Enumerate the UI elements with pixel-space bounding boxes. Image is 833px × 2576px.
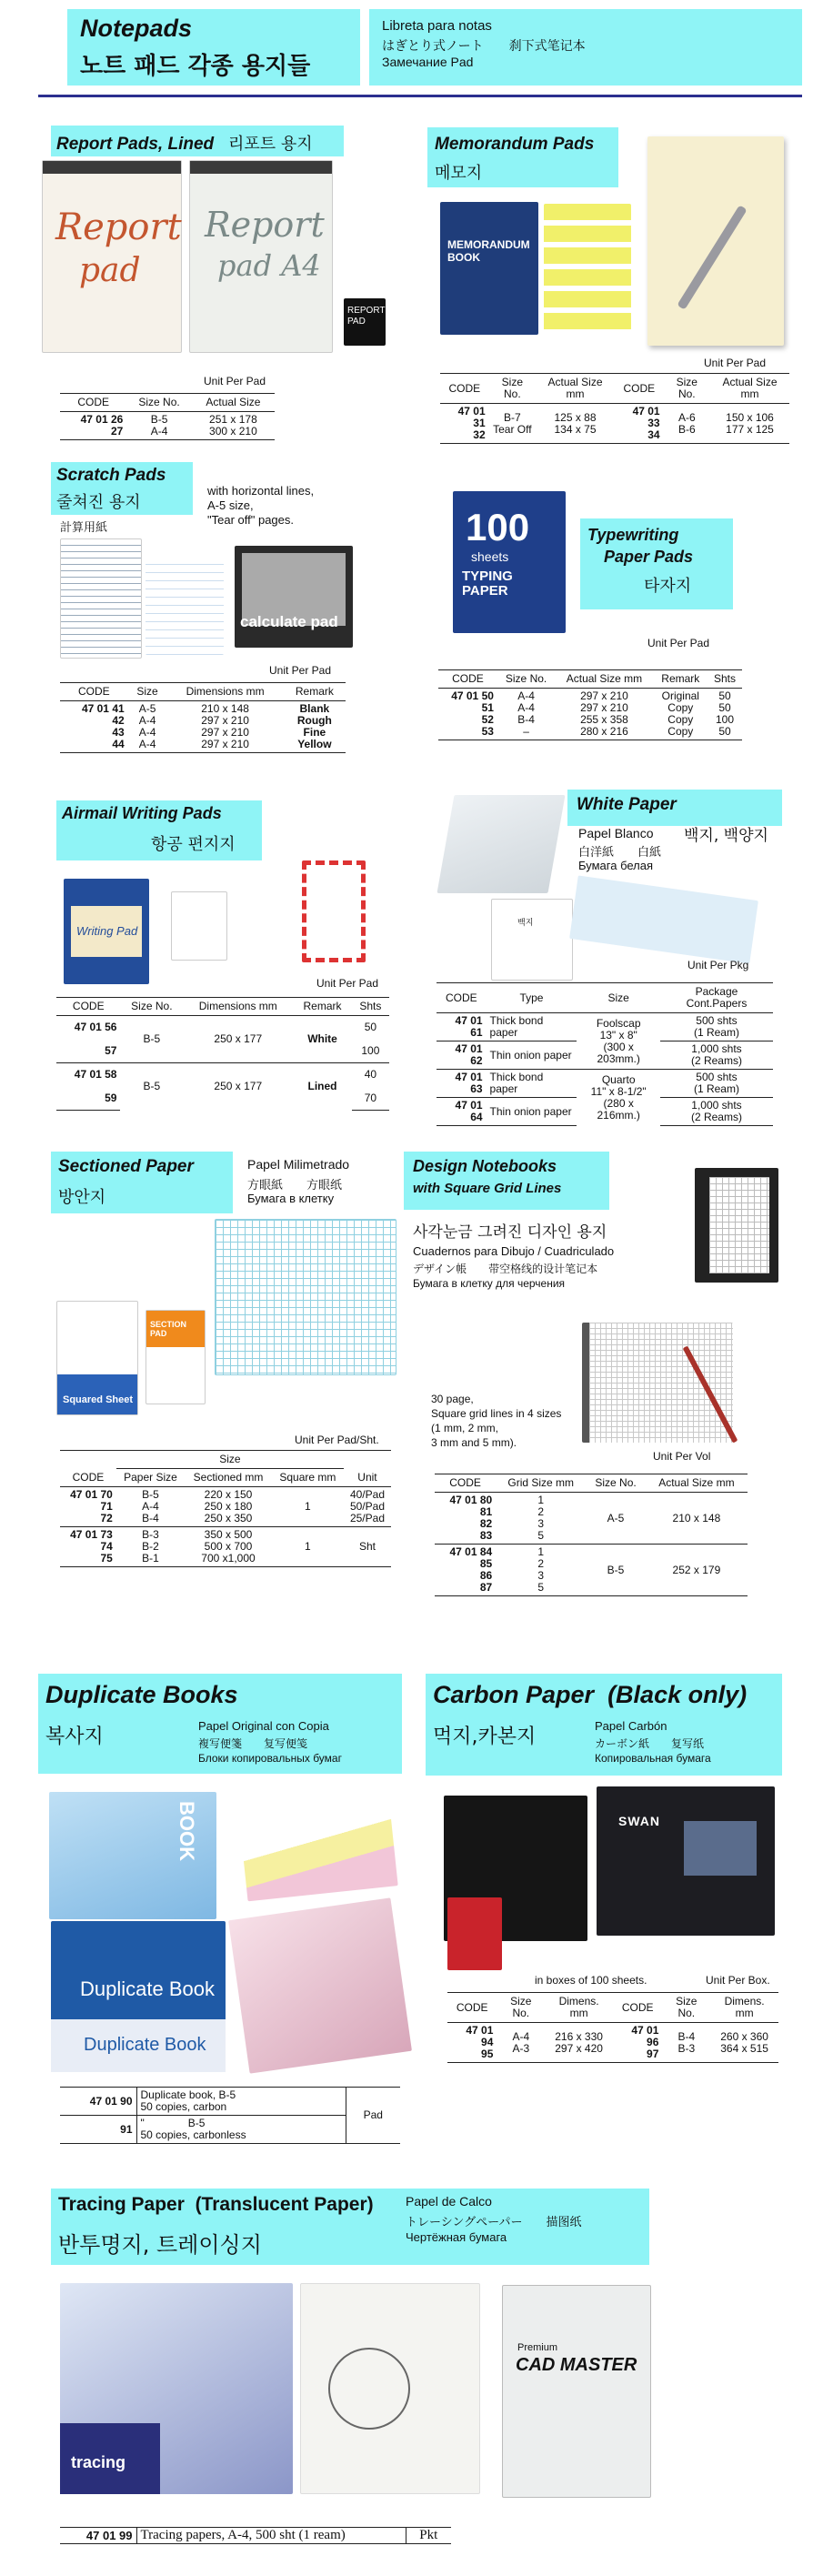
duplicate-r1c0: 91 xyxy=(60,2116,136,2144)
memo-table xyxy=(440,373,789,444)
airmail-r2c4: 40 xyxy=(352,1063,389,1087)
white-sheet-image xyxy=(491,899,573,981)
airmail-h0: CODE xyxy=(56,998,120,1016)
design-r0c3: 210 x 148 xyxy=(672,1511,721,1524)
scratch-c2: 210 x 148 297 x 210 297 x 210 297 x 210 xyxy=(166,701,283,753)
sectioned-lang-es: Papel Milimetrado xyxy=(247,1157,350,1172)
carbon-c2: 216 x 330 297 x 420 xyxy=(545,2023,613,2063)
white-r2c0: 47 01 63 xyxy=(437,1070,487,1098)
design-h0: CODE xyxy=(435,1474,496,1493)
design-notebook-image xyxy=(695,1168,778,1283)
design-r0c2: A-5 xyxy=(607,1511,625,1524)
scratch-sheets-image xyxy=(146,557,224,655)
memo-c2: 125 x 88 134 x 75 xyxy=(536,404,615,444)
design-table xyxy=(435,1474,748,1596)
sectioned-lang-jp: 方眼紙 方眼纸 xyxy=(247,1178,343,1192)
airmail-envelope-image xyxy=(302,860,366,962)
scratch-title-kr: 줄쳐진 용지 xyxy=(56,493,141,512)
scratch-desc: with horizontal lines, A-5 size, "Tear off" pages. xyxy=(207,484,315,527)
design-r1c0: 47 01 84 85 86 87 xyxy=(435,1545,496,1596)
carbon-h2: Dimens. mm xyxy=(545,1993,613,2023)
report-size: B-5 A-4 xyxy=(126,412,192,440)
carbon-c4: B-4 B-3 xyxy=(662,2023,710,2063)
white-r0c2: Foolscap 13" x 8" (300 x 203mm.) xyxy=(596,1016,641,1065)
design-title-en1: Design Notebooks xyxy=(413,1157,557,1175)
tracing-pad-text: tracing xyxy=(71,2453,126,2471)
memo-unit: Unit Per Pad xyxy=(704,357,767,369)
airmail-pad-image xyxy=(64,879,149,984)
sectioned-r0c4: 40/Pad 50/Pad 25/Pad xyxy=(349,1488,385,1524)
carbon-h0: CODE xyxy=(447,1993,497,2023)
duplicate-title-kr: 복사지 xyxy=(45,1726,104,1748)
white-r0c1: Thick bond paper xyxy=(489,1014,544,1039)
airmail-r0c0: 47 01 56 xyxy=(74,1021,117,1034)
tracing-lang-ru: Чертёжная бумага xyxy=(406,2230,507,2244)
airmail-pad-text: Writing Pad xyxy=(76,924,138,938)
duplicate-book-cover-text2: Duplicate Book xyxy=(84,2035,206,2055)
report-title xyxy=(56,131,313,155)
report-h0: CODE xyxy=(60,394,126,412)
white-r2c3: 500 shts (1 Ream) xyxy=(660,1070,773,1098)
duplicate-title-en: Duplicate Books xyxy=(45,1681,238,1708)
duplicate-r1c1: " B-5 50 copies, carbonless xyxy=(136,2116,346,2144)
carbon-h4: Size No. xyxy=(662,1993,710,2023)
carbon-c1: A-4 A-3 xyxy=(497,2023,545,2063)
scratch-lined-image xyxy=(60,538,142,659)
memo-c3: 47 01 33 34 xyxy=(615,404,664,444)
carbon-box-red-image xyxy=(447,1897,502,1970)
report-title-kr: 리포트 용지 xyxy=(227,135,313,154)
airmail-h1: Size No. xyxy=(120,998,183,1016)
airmail-r2c1: B-5 xyxy=(120,1063,183,1111)
typing-table xyxy=(438,669,742,740)
white-stack-image xyxy=(437,795,565,893)
typing-h4: Shts xyxy=(708,670,742,689)
memo-title-en: Memorandum Pads xyxy=(435,135,595,154)
sectioned-r1c2: 350 x 500 500 x 700 700 x1,000 xyxy=(185,1527,272,1567)
airmail-r3c4: 70 xyxy=(352,1087,389,1111)
sectioned-r1c3: 1 xyxy=(272,1527,344,1567)
white-r3c1: Thin onion paper xyxy=(487,1098,577,1126)
memo-h5: Actual Size mm xyxy=(710,374,789,404)
memo-book-image xyxy=(440,202,538,335)
sectioned-h4: Unit xyxy=(344,1469,391,1487)
typing-c4: 50 50 100 50 xyxy=(708,689,742,740)
header-rule xyxy=(38,95,802,97)
white-lang-jp: 白洋紙 白紙 xyxy=(578,845,662,859)
duplicate-lang-ru: Блоки копировальных бумаг xyxy=(198,1752,342,1765)
white-unit: Unit Per Pkg xyxy=(687,959,749,971)
report-code: 47 01 26 27 xyxy=(60,412,126,440)
report-h1: Size No. xyxy=(126,394,192,412)
carbon-title-kr: 먹지,카본지 xyxy=(433,1726,537,1748)
design-desc: 30 page, Square grid lines in 4 sizes (1 mm, 2 mm, 3 mm and 5 mm). xyxy=(431,1393,562,1449)
airmail-sheet-image xyxy=(171,891,227,961)
carbon-c0: 47 01 94 95 xyxy=(447,2023,497,2063)
scratch-jp: 計算用紙 xyxy=(60,520,108,534)
duplicate-book-spine-text: BOOK xyxy=(176,1801,198,1861)
typing-title-en1: Typewriting xyxy=(587,526,679,544)
squared-sheet-image xyxy=(56,1301,138,1415)
design-r0c0: 47 01 80 81 82 83 xyxy=(449,1494,493,1542)
carbonless-paper-image xyxy=(236,1779,397,1902)
sectioned-h0-top xyxy=(60,1451,116,1469)
airmail-title-en: Airmail Writing Pads xyxy=(62,804,222,822)
scratch-h2: Dimensions mm xyxy=(166,683,283,701)
carbon-h3: CODE xyxy=(613,1993,662,2023)
duplicate-blue-books-image xyxy=(49,1792,216,1919)
duplicate-r0c0: 47 01 90 xyxy=(89,2094,133,2108)
memo-h0: CODE xyxy=(440,374,489,404)
scratch-c3: Blank Rough Fine Yellow xyxy=(284,701,346,753)
sectioned-lang-ru: Бумага в клетку xyxy=(247,1192,335,1205)
sectioned-h4-top xyxy=(344,1451,391,1469)
typing-paper-text3: TYPING PAPER xyxy=(462,569,513,599)
report-pad-text: Report xyxy=(55,206,182,248)
airmail-r0c3: White xyxy=(307,1032,337,1045)
carbon-lang-es: Papel Carbón xyxy=(595,1719,667,1733)
report-actual: 251 x 178 300 x 210 xyxy=(192,412,275,440)
white-r0c3: 500 shts (1 Ream) xyxy=(693,1014,739,1039)
typing-paper-image xyxy=(453,491,566,633)
carbon-h5: Dimens. mm xyxy=(710,1993,778,2023)
report-unit: Unit Per Pad xyxy=(204,375,266,387)
grid-notebook-image xyxy=(582,1323,733,1443)
carbon-unit: Unit Per Box. xyxy=(706,1974,770,1987)
typing-title-en2: Paper Pads xyxy=(604,548,694,566)
carbon-title-en: Carbon Paper xyxy=(433,1681,595,1708)
airmail-r1c0: 57 xyxy=(105,1043,117,1057)
white-r1c1: Thin onion paper xyxy=(487,1041,577,1070)
tracing-lang-jp: トレーシングペーパー 描图纸 xyxy=(406,2215,582,2229)
tracing-title xyxy=(58,2194,374,2216)
scratch-h3: Remark xyxy=(284,683,346,701)
duplicate-pink-books-image xyxy=(228,1897,412,2073)
report-pad-image xyxy=(42,160,182,353)
airmail-r2c2: 250 x 177 xyxy=(183,1063,293,1111)
report-title-en: Report Pads, Lined xyxy=(56,135,215,154)
duplicate-lang-jp: 複写便箋 复写便笺 xyxy=(198,1737,308,1750)
sectioned-r1c0: 47 01 73 74 75 xyxy=(60,1527,116,1567)
header-lang-ru: Замечание Pad xyxy=(382,55,474,69)
typing-h2: Actual Size mm xyxy=(555,670,653,689)
scratch-h0: CODE xyxy=(60,683,128,701)
section-pad-text: SECTION PAD xyxy=(150,1320,187,1338)
design-h3: Actual Size mm xyxy=(646,1474,748,1493)
design-r1c1: 1 2 3 5 xyxy=(496,1545,586,1596)
typing-h3: Remark xyxy=(654,670,708,689)
typing-paper-text1: 100 xyxy=(466,506,530,548)
tracing-table xyxy=(60,2527,451,2544)
tracing-pad-image xyxy=(60,2283,293,2494)
white-r3c0: 47 01 64 xyxy=(437,1098,487,1126)
tracing-drawing-image xyxy=(300,2283,480,2494)
typing-c0: 47 01 50 51 52 53 xyxy=(438,689,497,740)
airmail-r3c0: 59 xyxy=(56,1087,120,1111)
white-h2: Size xyxy=(577,983,660,1013)
report-h2: Actual Size xyxy=(192,394,275,412)
typing-paper-text2: sheets xyxy=(471,549,509,564)
carbon-lang-ru: Копировальная бумага xyxy=(595,1752,711,1765)
white-r2c1: Thick bond paper xyxy=(487,1070,577,1098)
tracing-code: 47 01 99 xyxy=(85,2529,133,2542)
report-pad-label-image xyxy=(344,298,386,346)
memo-h4: Size No. xyxy=(664,374,710,404)
design-h1: Grid Size mm xyxy=(496,1474,586,1493)
white-r1c0: 47 01 62 xyxy=(437,1041,487,1070)
report-pad-a4-text2: pad A4 xyxy=(217,248,321,283)
airmail-r2c0: 47 01 58 xyxy=(56,1063,120,1087)
grid-sheet-image xyxy=(215,1219,396,1375)
scratch-title-en: Scratch Pads xyxy=(56,466,166,485)
airmail-r2c3: Lined xyxy=(293,1063,351,1111)
sectioned-r1c1: B-3 B-2 B-1 xyxy=(116,1527,185,1567)
tracing-title-en: Tracing Paper xyxy=(58,2194,185,2215)
airmail-r0c1: B-5 xyxy=(143,1032,161,1045)
tracing-unit: Pkt xyxy=(406,2528,451,2544)
design-title-en2: with Square Grid Lines xyxy=(413,1181,562,1196)
typing-title-kr: 타자지 xyxy=(644,577,692,596)
report-table xyxy=(60,393,275,440)
cad-master-image xyxy=(502,2285,651,2498)
duplicate-unit: Pad xyxy=(346,2088,400,2144)
memo-title-kr: 메모지 xyxy=(435,164,483,183)
typing-c3: Original Copy Copy Copy xyxy=(654,689,708,740)
scratch-c1: A-5 A-4 A-4 A-4 xyxy=(128,701,167,753)
header-title-kr: 노트 패드 각종 용지들 xyxy=(80,53,311,80)
sectioned-r0c1: B-5 A-4 B-4 xyxy=(142,1488,159,1524)
sectioned-size-header: Size xyxy=(116,1451,344,1469)
white-sheet-label: 백지 xyxy=(517,918,534,927)
airmail-h4: Shts xyxy=(352,998,389,1016)
cad-master-text: CAD MASTER xyxy=(516,2355,637,2375)
report-pad-a4-image xyxy=(189,160,333,353)
white-r3c3: 1,000 shts (2 Reams) xyxy=(660,1098,773,1126)
duplicate-r0c1: Duplicate book, B-5 50 copies, carbon xyxy=(136,2088,346,2116)
white-table xyxy=(437,982,773,1126)
airmail-r0c2: 250 x 177 xyxy=(214,1032,263,1045)
memo-c5: 150 x 106 177 x 125 xyxy=(710,404,789,444)
duplicate-lang-es: Papel Original con Copia xyxy=(198,1719,329,1733)
memo-book-text: MEMORANDUM BOOK xyxy=(447,238,530,264)
airmail-table xyxy=(56,997,389,1111)
sectioned-h3: Square mm xyxy=(272,1469,344,1487)
design-lang-es: Cuadernos para Dibujo / Cuadriculado xyxy=(413,1244,615,1258)
airmail-unit: Unit Per Pad xyxy=(316,977,379,990)
report-pad-label-text: REPORT PAD xyxy=(347,306,386,327)
white-r0c0: 47 01 61 xyxy=(455,1014,483,1039)
sectioned-h2: Sectioned mm xyxy=(185,1469,272,1487)
report-pad-text2: pad xyxy=(79,252,141,289)
design-unit: Unit Per Vol xyxy=(653,1450,711,1463)
design-r1c2: B-5 xyxy=(586,1545,646,1596)
airmail-title-kr: 항공 편지지 xyxy=(151,835,236,854)
sectioned-title-kr: 방안지 xyxy=(58,1188,106,1207)
carbon-h1: Size No. xyxy=(497,1993,545,2023)
design-r0c1: 1 2 3 5 xyxy=(537,1494,545,1542)
duplicate-table xyxy=(60,2087,400,2144)
sectioned-h1: Paper Size xyxy=(116,1469,185,1487)
typing-unit: Unit Per Pad xyxy=(647,637,710,649)
scratch-unit: Unit Per Pad xyxy=(269,664,332,677)
cad-master-premium: Premium xyxy=(517,2342,558,2353)
carbon-note: in boxes of 100 sheets. xyxy=(535,1974,647,1987)
calculate-pad-image xyxy=(235,546,353,648)
design-lang-ru: Бумага в клетку для черчения xyxy=(413,1277,566,1290)
header-lang-es: Libreta para notas xyxy=(382,18,492,34)
section-pad-image xyxy=(146,1310,206,1404)
typing-c1: A-4 A-4 B-4 – xyxy=(497,689,555,740)
carbon-c3: 47 01 96 97 xyxy=(613,2023,662,2063)
typing-h0: CODE xyxy=(438,670,497,689)
white-blue-paper-image xyxy=(569,875,758,963)
tracing-title-suffix: (Translucent Paper) xyxy=(195,2194,374,2215)
white-h3: Package Cont.Papers xyxy=(660,983,773,1013)
header-title-en: Notepads xyxy=(80,15,193,42)
white-title-en: White Paper xyxy=(577,795,677,814)
carbon-title xyxy=(433,1681,747,1709)
memo-h2: Actual Size mm xyxy=(536,374,615,404)
white-r2c2: Quarto 11" x 8-1/2" (280 x 216mm.) xyxy=(577,1070,660,1126)
sectioned-table xyxy=(60,1450,391,1567)
scratch-c0: 47 01 41 42 43 44 xyxy=(60,701,128,753)
header-lang-jp: はぎとり式ノート 刹下式笔记本 xyxy=(382,38,586,53)
design-h2: Size No. xyxy=(586,1474,646,1493)
sectioned-h0: CODE xyxy=(60,1469,116,1487)
airmail-r0c4: 50 xyxy=(364,1021,377,1034)
design-r1c3: 252 x 179 xyxy=(646,1545,748,1596)
white-h0: CODE xyxy=(437,983,487,1013)
airmail-h2: Dimensions mm xyxy=(183,998,293,1016)
design-lang-jp: デザイン帳 带空格线的设计笔记本 xyxy=(413,1263,598,1275)
memo-h1: Size No. xyxy=(489,374,536,404)
white-lang-ru: Бумага белая xyxy=(578,859,654,872)
duplicate-book-cover-image xyxy=(51,1921,226,2072)
memo-pads-image xyxy=(544,204,631,331)
sectioned-r0c2: 220 x 150 250 x 180 250 x 350 xyxy=(204,1488,253,1524)
sectioned-r0c0: 47 01 70 71 72 xyxy=(70,1488,113,1524)
calculate-pad-text: calculate pad xyxy=(240,613,338,630)
airmail-h3: Remark xyxy=(293,998,351,1016)
typing-h1: Size No. xyxy=(497,670,555,689)
design-title-kr: 사각눈금 그려진 디자인 용지 xyxy=(413,1223,607,1242)
tracing-desc: Tracing papers, A-4, 500 sht (1 ream) xyxy=(136,2528,406,2544)
duplicate-book-cover-text: Duplicate Book xyxy=(80,1977,215,2000)
carbon-c5: 260 x 360 364 x 515 xyxy=(710,2023,778,2063)
sectioned-r1c4: Sht xyxy=(344,1527,391,1567)
memo-c0: 47 01 31 32 xyxy=(440,404,489,444)
white-lang-es: Papel Blanco xyxy=(578,826,654,840)
airmail-r1c4: 100 xyxy=(361,1043,380,1057)
white-r1c3: 1,000 shts (2 Reams) xyxy=(660,1041,773,1070)
white-title-kr: 백지, 백양지 xyxy=(684,827,768,845)
memo-c1: B-7 Tear Off xyxy=(489,404,536,444)
sectioned-r0c3: 1 xyxy=(305,1500,311,1513)
scratch-h1: Size xyxy=(128,683,167,701)
carbon-title-suffix: (Black only) xyxy=(607,1681,748,1708)
typing-c2: 297 x 210 297 x 210 255 x 358 280 x 216 xyxy=(555,689,653,740)
carbon-lang-jp: カーボン紙 复写纸 xyxy=(595,1737,705,1750)
scratch-table xyxy=(60,682,346,753)
sectioned-title-en: Sectioned Paper xyxy=(58,1157,194,1176)
squared-sheet-text: Squared Sheet xyxy=(63,1394,134,1405)
tracing-lang-es: Papel de Calco xyxy=(406,2194,492,2209)
white-h1: Type xyxy=(487,983,577,1013)
tracing-title-kr: 반투명지, 트레이싱지 xyxy=(58,2232,262,2258)
memo-h3: CODE xyxy=(615,374,664,404)
report-pad-a4-text: Report xyxy=(205,205,325,245)
carbon-swan-text: SWAN xyxy=(618,1814,660,1828)
sectioned-unit: Unit Per Pad/Sht. xyxy=(295,1434,379,1446)
carbon-swan-box-image xyxy=(597,1786,775,1936)
memo-c4: A-6 B-6 xyxy=(664,404,710,444)
carbon-table xyxy=(447,1992,778,2063)
